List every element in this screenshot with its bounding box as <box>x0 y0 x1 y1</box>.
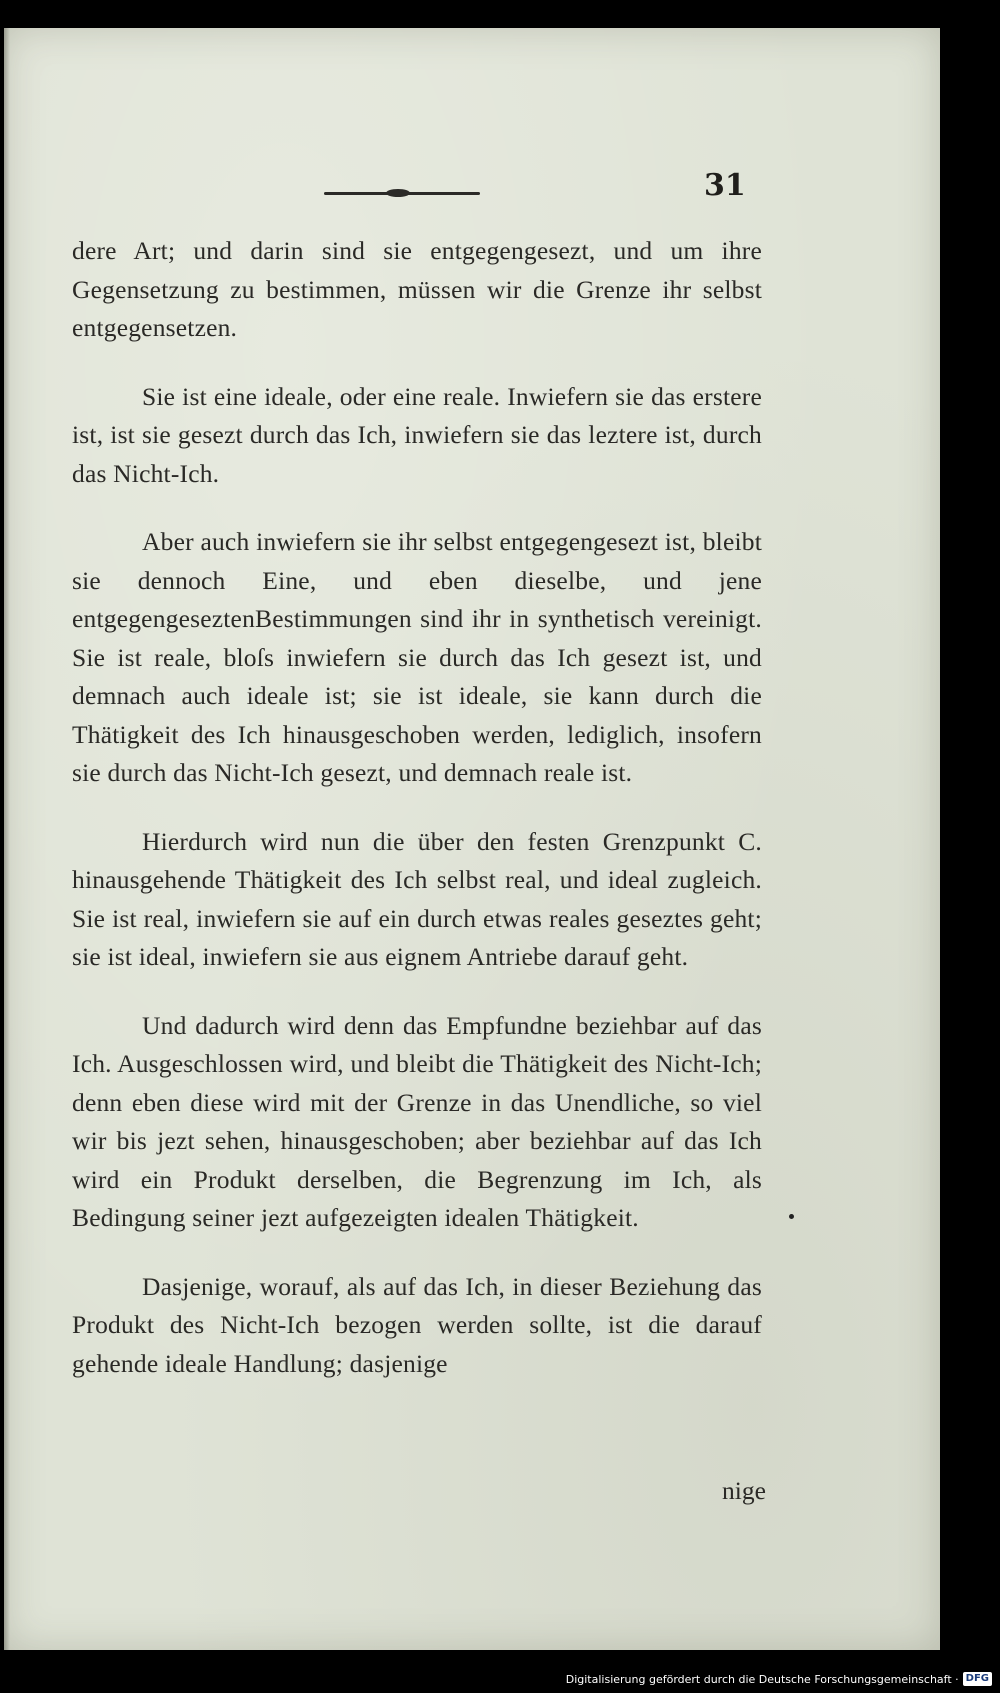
catchword: nige <box>722 1476 766 1505</box>
paragraph-4: Hierdurch wird nun die über den festen Grenzpunkt C. hinausgehende Thätigkeit des Ich selbst real, und ideal zugleich. Sie ist real, inwiefern sie auf ein durch etwas reales geseztes geht; sie ist ideal, inwiefern sie aus eignem Antriebe darauf geht. <box>72 826 762 971</box>
paragraph-5: Und dadurch wird denn das Empfundne beziehbar auf das Ich. Ausgeschlossen wird, und bleibt die Thätigkeit des Nicht-Ich; denn eben diese wird mit der Grenze in das Unendliche, so viel wir bis jezt sehen, hinausgeschoben; aber beziehbar auf das Ich wird ein Produkt derselben, die Begrenzung im Ich, als Bedingung seiner jezt aufgezeigten idealen Thätigkeit. <box>72 1010 762 1232</box>
credit-text: Digitalisierung gefördert durch die Deutsche Forschungsgemeinschaft · <box>565 1672 959 1686</box>
paragraph-3: Aber auch inwiefern sie ihr selbst entgegengesezt ist, bleibt sie dennoch Eine, und eben dieselbe, und jene entgegengeseztenBestimmungen sind ihr in synthetisch vereinigt. Sie ist reale, bloſs inwiefern sie durch das Ich gesezt ist, und demnach auch ideale ist; sie ist ideale, sie kann durch die Thätigkeit des Ich hinausgeschoben werden, lediglich, insofern sie durch das Nicht-Ich gesezt, und demnach reale ist. <box>72 527 762 787</box>
ink-speck <box>789 1214 794 1219</box>
body-text <box>72 232 762 1383</box>
paragraph-1: dere Art; und darin sind sie entgegengesezt, und um ihre Gegensetzung zu bestimmen, müssen wir die Grenze ihr selbst entgegensetzen. <box>72 236 762 342</box>
digitization-credit <box>566 1668 992 1690</box>
paragraph-6: Dasjenige, worauf, als auf das Ich, in dieser Beziehung das Produkt des Nicht-Ich bezogen werden sollte, ist die darauf gehende ideale Handlung; dasjenige <box>72 1271 762 1378</box>
paragraph-2: Sie ist eine ideale, oder eine reale. Inwiefern sie das erstere ist, ist sie gesezt durch das Ich, inwiefern sie das leztere ist, durch das Nicht-Ich. <box>72 381 762 488</box>
page-edge-shadow <box>4 28 10 1650</box>
page-number: 31 <box>704 168 746 203</box>
book-page <box>4 28 940 1650</box>
dfg-logo: DFG <box>963 1672 992 1686</box>
header-ornament-rule <box>324 192 480 195</box>
